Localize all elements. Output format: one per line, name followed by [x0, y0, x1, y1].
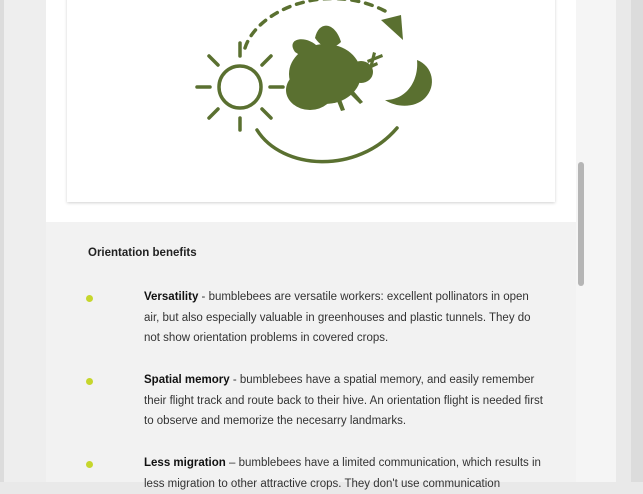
moon-icon	[385, 60, 432, 106]
benefit-term: Spatial memory	[144, 374, 230, 386]
benefit-text	[144, 370, 544, 432]
bumblebee-icon	[286, 26, 383, 111]
benefit-text	[144, 287, 544, 349]
benefit-description: - bumblebees are versatile workers: excellent pollinators in open air, but also especially valuable in greenhouses and plastic tunnels. They do not show orientation problems in covered crops.	[144, 291, 531, 344]
bullet-icon	[86, 378, 93, 385]
benefits-section	[46, 222, 576, 490]
bee-cycle-illustration	[67, 0, 555, 202]
illustration-card	[67, 0, 555, 202]
benefit-description: - bumblebees have a spatial memory, and easily remember their flight track and route back to their hive. An orientation flight is needed first to observe and memorize the necesarry landmarks.	[144, 374, 543, 427]
arrow-head-icon	[381, 15, 403, 40]
benefit-term: Less migration	[144, 457, 226, 469]
window-frame-right	[631, 0, 643, 482]
bullet-icon	[86, 295, 93, 302]
left-margin	[4, 0, 46, 482]
benefit-text	[144, 453, 544, 494]
benefit-description: – bumblebees have a limited communication, which results in less migration to other attractive crops. They don't use communication	[144, 457, 541, 490]
scrollbar-thumb[interactable]	[578, 162, 584, 286]
bullet-icon	[86, 461, 93, 468]
benefits-title: Orientation benefits	[88, 247, 197, 259]
sun-icon	[197, 43, 283, 130]
benefit-term: Versatility	[144, 291, 199, 303]
